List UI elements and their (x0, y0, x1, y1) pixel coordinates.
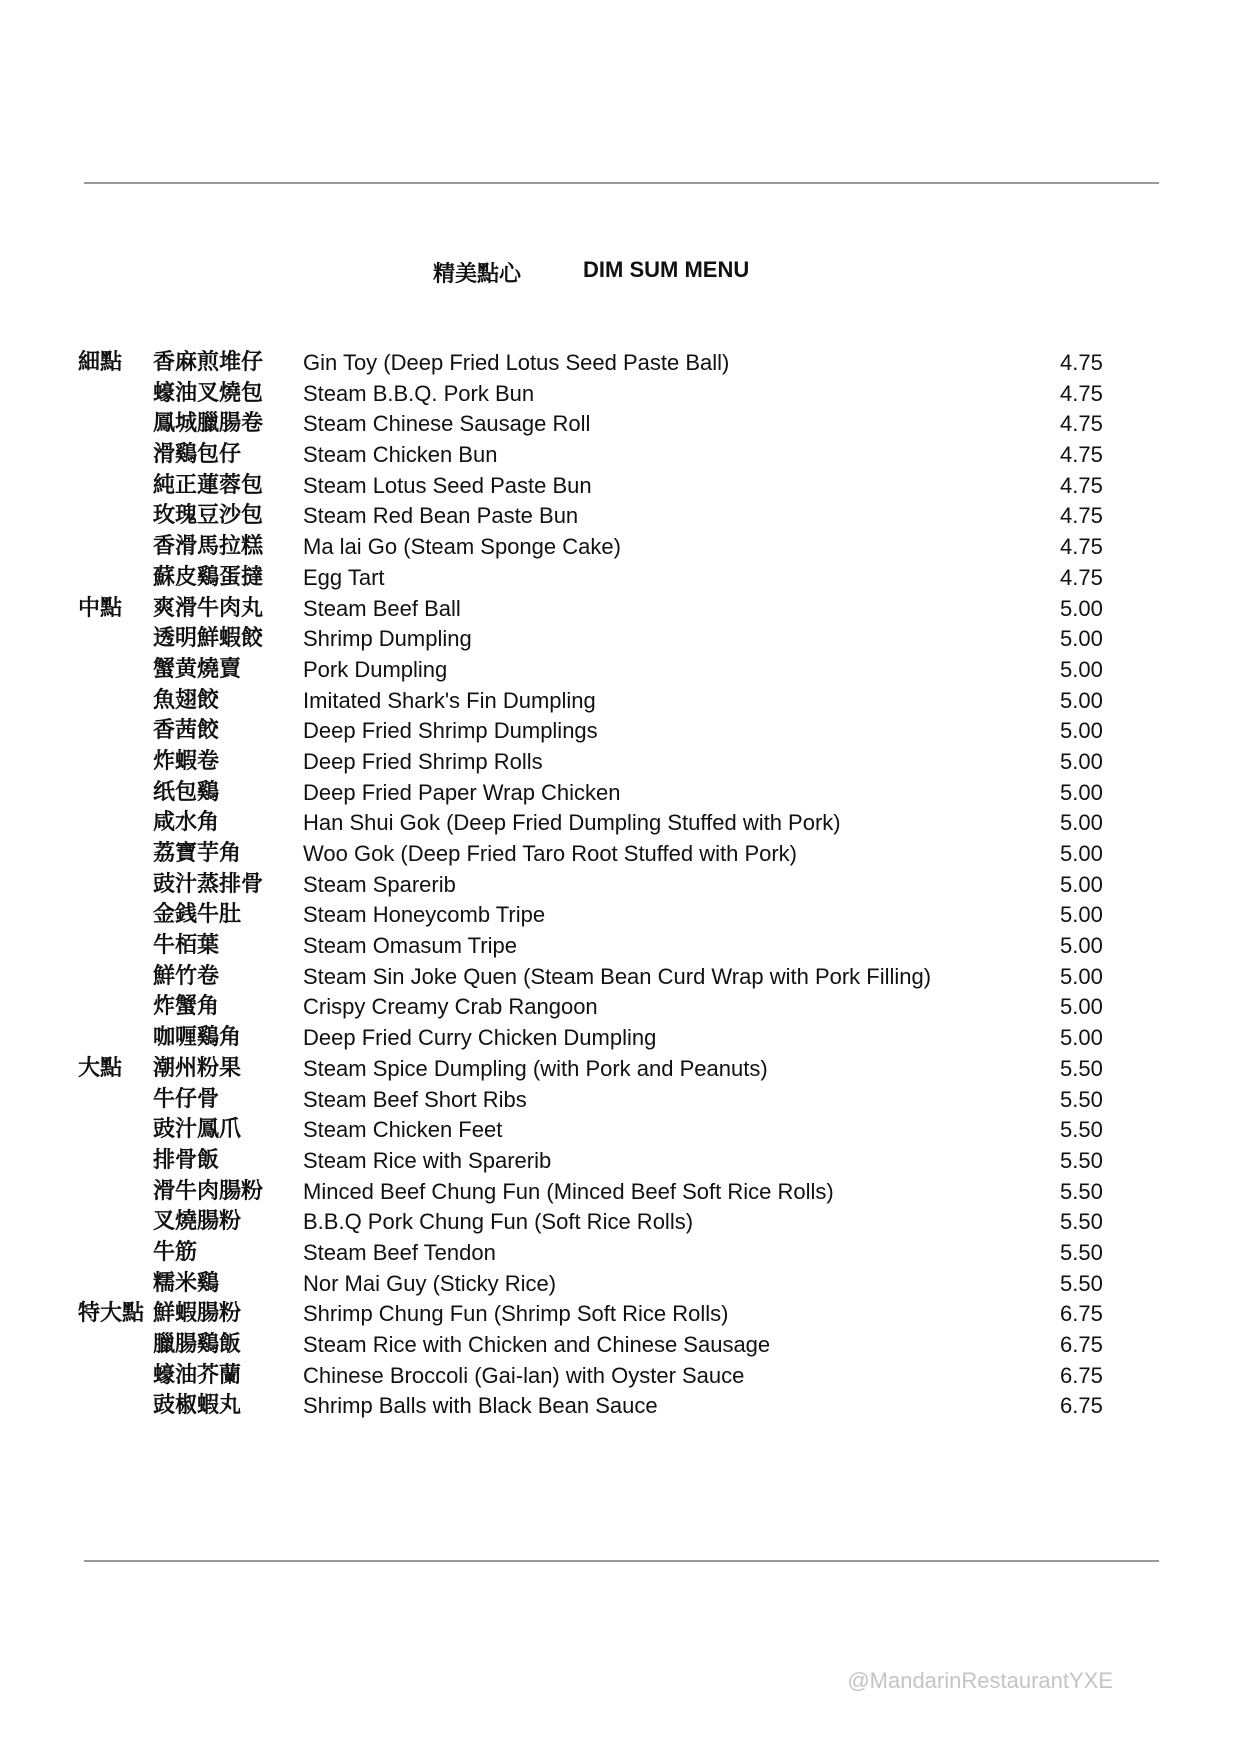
menu-item (0, 532, 1241, 563)
item-price: 6.75 (1060, 1332, 1103, 1357)
item-price: 5.00 (1060, 1025, 1103, 1051)
title-english: DIM SUM MENU (583, 257, 750, 282)
item-english-name: Steam Rice with Sparerib (303, 1147, 552, 1173)
menu-item (0, 1115, 1241, 1146)
item-price: 5.50 (1060, 1239, 1103, 1265)
item-price: 5.50 (1060, 1147, 1103, 1173)
item-price: 5.00 (1060, 841, 1103, 866)
menu-item (0, 1023, 1241, 1054)
item-chinese-name: 蠔油叉燒包 (153, 380, 264, 406)
item-price: 5.00 (1060, 626, 1103, 652)
menu-item (0, 686, 1241, 717)
item-chinese-name: 牛筋 (153, 1239, 198, 1265)
item-chinese-name: 豉椒蝦丸 (153, 1393, 242, 1419)
item-english-name: Deep Fried Curry Chicken Dumpling (303, 1025, 657, 1051)
item-chinese-name: 豉汁蒸排骨 (153, 871, 264, 897)
menu-item (0, 379, 1241, 410)
menu-item (0, 716, 1241, 747)
item-price: 5.00 (1060, 718, 1103, 744)
item-price: 6.75 (1060, 1362, 1103, 1388)
item-english-name: Steam B.B.Q. Pork Bun (303, 380, 535, 406)
bottom-divider (84, 1560, 1159, 1562)
menu-item (0, 778, 1241, 809)
item-chinese-name: 臘腸鷄飯 (153, 1332, 242, 1357)
item-chinese-name: 豉汁鳳爪 (153, 1117, 242, 1143)
item-price: 5.00 (1060, 748, 1103, 774)
item-price: 5.50 (1060, 1178, 1103, 1204)
item-english-name: Nor Mai Guy (Sticky Rice) (303, 1270, 557, 1296)
item-english-name: Crispy Creamy Crab Rangoon (303, 994, 598, 1020)
item-price: 5.50 (1060, 1209, 1103, 1235)
menu-item (0, 1085, 1241, 1116)
menu-item (0, 1177, 1241, 1208)
menu-item (0, 931, 1241, 962)
page-title (0, 257, 1241, 287)
menu-item (0, 440, 1241, 471)
item-price: 5.50 (1060, 1055, 1103, 1081)
item-english-name: Steam Sparerib (303, 871, 456, 897)
title-chinese: 精美點心 (433, 262, 522, 287)
menu-item (0, 1054, 1241, 1085)
item-chinese-name: 香滑馬拉糕 (153, 534, 264, 560)
item-chinese-name: 潮州粉果 (153, 1055, 242, 1081)
menu-item (0, 348, 1241, 379)
menu-item (0, 501, 1241, 532)
item-english-name: Steam Rice with Chicken and Chinese Sausage (303, 1332, 771, 1357)
item-chinese-name: 透明鮮蝦餃 (153, 626, 264, 652)
menu-item (0, 1299, 1241, 1330)
item-price: 4.75 (1060, 350, 1103, 375)
item-english-name: Ma lai Go (Steam Sponge Cake) (303, 534, 621, 560)
item-price: 5.50 (1060, 1086, 1103, 1112)
item-english-name: Shrimp Chung Fun (Shrimp Soft Rice Rolls) (303, 1301, 729, 1327)
menu-item (0, 1391, 1241, 1422)
menu-category: 特大點 (78, 1301, 145, 1327)
item-price: 5.00 (1060, 656, 1103, 682)
watermark: @MandarinRestaurantYXE (847, 1668, 1113, 1693)
item-chinese-name: 咖喱鷄角 (153, 1025, 242, 1051)
item-english-name: Steam Chicken Feet (303, 1117, 503, 1143)
item-chinese-name: 爽滑牛肉丸 (153, 595, 264, 621)
menu-item (0, 747, 1241, 778)
item-english-name: Steam Chinese Sausage Roll (303, 411, 591, 437)
item-price: 5.00 (1060, 871, 1103, 897)
item-chinese-name: 炸蟹角 (153, 994, 220, 1020)
menu-item (0, 1207, 1241, 1238)
item-chinese-name: 荔寶芋角 (153, 841, 242, 866)
item-chinese-name: 咸水角 (153, 810, 220, 836)
top-divider (84, 182, 1159, 184)
item-chinese-name: 香茜餃 (153, 718, 220, 744)
item-chinese-name: 魚翅餃 (153, 687, 220, 713)
item-chinese-name: 香麻煎堆仔 (153, 350, 264, 375)
item-chinese-name: 鳳城臘腸卷 (153, 411, 264, 437)
item-english-name: Steam Beef Tendon (303, 1239, 496, 1265)
item-english-name: Deep Fried Shrimp Dumplings (303, 718, 598, 744)
item-english-name: Pork Dumpling (303, 656, 448, 682)
menu-category: 細點 (78, 350, 123, 375)
menu-item (0, 1269, 1241, 1300)
item-english-name: B.B.Q Pork Chung Fun (Soft Rice Rolls) (303, 1209, 694, 1235)
menu-item (0, 471, 1241, 502)
item-price: 4.75 (1060, 380, 1103, 406)
item-chinese-name: 牛栢葉 (153, 933, 220, 959)
item-price: 5.00 (1060, 687, 1103, 713)
menu-category: 大點 (78, 1055, 123, 1081)
item-chinese-name: 鮮蝦腸粉 (153, 1301, 242, 1327)
menu-item (0, 962, 1241, 993)
item-price: 5.00 (1060, 963, 1103, 989)
menu-item (0, 594, 1241, 625)
item-english-name: Steam Chicken Bun (303, 442, 498, 468)
menu-item (0, 900, 1241, 931)
menu-item (0, 563, 1241, 594)
item-english-name: Steam Sin Joke Quen (Steam Bean Curd Wrap with Pork Filling) (303, 963, 932, 989)
item-chinese-name: 金銭牛肚 (153, 902, 242, 928)
item-price: 4.75 (1060, 472, 1103, 498)
item-chinese-name: 鮮竹卷 (153, 963, 220, 989)
item-price: 6.75 (1060, 1301, 1103, 1327)
item-price: 5.50 (1060, 1270, 1103, 1296)
item-english-name: Steam Spice Dumpling (with Pork and Peanuts) (303, 1055, 768, 1081)
item-price: 5.00 (1060, 810, 1103, 836)
menu-item (0, 870, 1241, 901)
item-english-name: Chinese Broccoli (Gai-lan) with Oyster Sauce (303, 1362, 745, 1388)
menu-category: 中點 (78, 595, 123, 621)
item-chinese-name: 滑鷄包仔 (153, 442, 242, 468)
item-english-name: Han Shui Gok (Deep Fried Dumpling Stuffed with Pork) (303, 810, 841, 836)
item-english-name: Minced Beef Chung Fun (Minced Beef Soft Rice Rolls) (303, 1178, 834, 1204)
menu-item (0, 839, 1241, 870)
item-chinese-name: 牛仔骨 (153, 1086, 220, 1112)
item-price: 5.00 (1060, 779, 1103, 805)
item-price: 5.00 (1060, 933, 1103, 959)
item-chinese-name: 玫瑰豆沙包 (153, 503, 264, 529)
item-chinese-name: 排骨飯 (153, 1147, 220, 1173)
item-chinese-name: 滑牛肉腸粉 (153, 1178, 264, 1204)
item-english-name: Deep Fried Shrimp Rolls (303, 748, 543, 774)
item-english-name: Steam Beef Ball (303, 595, 461, 621)
item-chinese-name: 蠔油芥蘭 (153, 1362, 242, 1388)
item-chinese-name: 叉燒腸粉 (153, 1209, 242, 1235)
item-price: 5.00 (1060, 595, 1103, 621)
menu-item (0, 1361, 1241, 1392)
item-chinese-name: 糯米鷄 (153, 1270, 220, 1296)
item-english-name: Egg Tart (303, 564, 385, 590)
item-english-name: Steam Omasum Tripe (303, 933, 517, 959)
menu-item (0, 409, 1241, 440)
item-price: 6.75 (1060, 1393, 1103, 1419)
menu-item (0, 808, 1241, 839)
item-price: 5.00 (1060, 902, 1103, 928)
item-chinese-name: 炸蝦卷 (153, 748, 220, 774)
item-chinese-name: 蟹黄燒賣 (153, 656, 242, 682)
item-price: 4.75 (1060, 534, 1103, 560)
item-chinese-name: 蘇皮鷄蛋撻 (153, 564, 264, 590)
item-english-name: Gin Toy (Deep Fried Lotus Seed Paste Ball) (303, 350, 730, 375)
menu-item (0, 1238, 1241, 1269)
item-english-name: Steam Lotus Seed Paste Bun (303, 472, 592, 498)
item-english-name: Steam Honeycomb Tripe (303, 902, 546, 928)
item-english-name: Imitated Shark's Fin Dumpling (303, 687, 596, 713)
item-price: 4.75 (1060, 503, 1103, 529)
item-price: 5.50 (1060, 1117, 1103, 1143)
item-english-name: Deep Fried Paper Wrap Chicken (303, 779, 621, 805)
item-price: 4.75 (1060, 411, 1103, 437)
menu-list (0, 348, 1241, 1422)
item-english-name: Steam Beef Short Ribs (303, 1086, 527, 1112)
item-english-name: Shrimp Dumpling (303, 626, 472, 652)
menu-item (0, 992, 1241, 1023)
item-chinese-name: 純正蓮蓉包 (153, 472, 264, 498)
item-english-name: Woo Gok (Deep Fried Taro Root Stuffed with Pork) (303, 841, 798, 866)
item-price: 5.00 (1060, 994, 1103, 1020)
item-price: 4.75 (1060, 442, 1103, 468)
item-price: 4.75 (1060, 564, 1103, 590)
item-english-name: Shrimp Balls with Black Bean Sauce (303, 1393, 658, 1419)
menu-item (0, 1146, 1241, 1177)
item-english-name: Steam Red Bean Paste Bun (303, 503, 579, 529)
menu-item (0, 624, 1241, 655)
menu-item (0, 1330, 1241, 1361)
item-chinese-name: 纸包鷄 (153, 779, 220, 805)
menu-item (0, 655, 1241, 686)
